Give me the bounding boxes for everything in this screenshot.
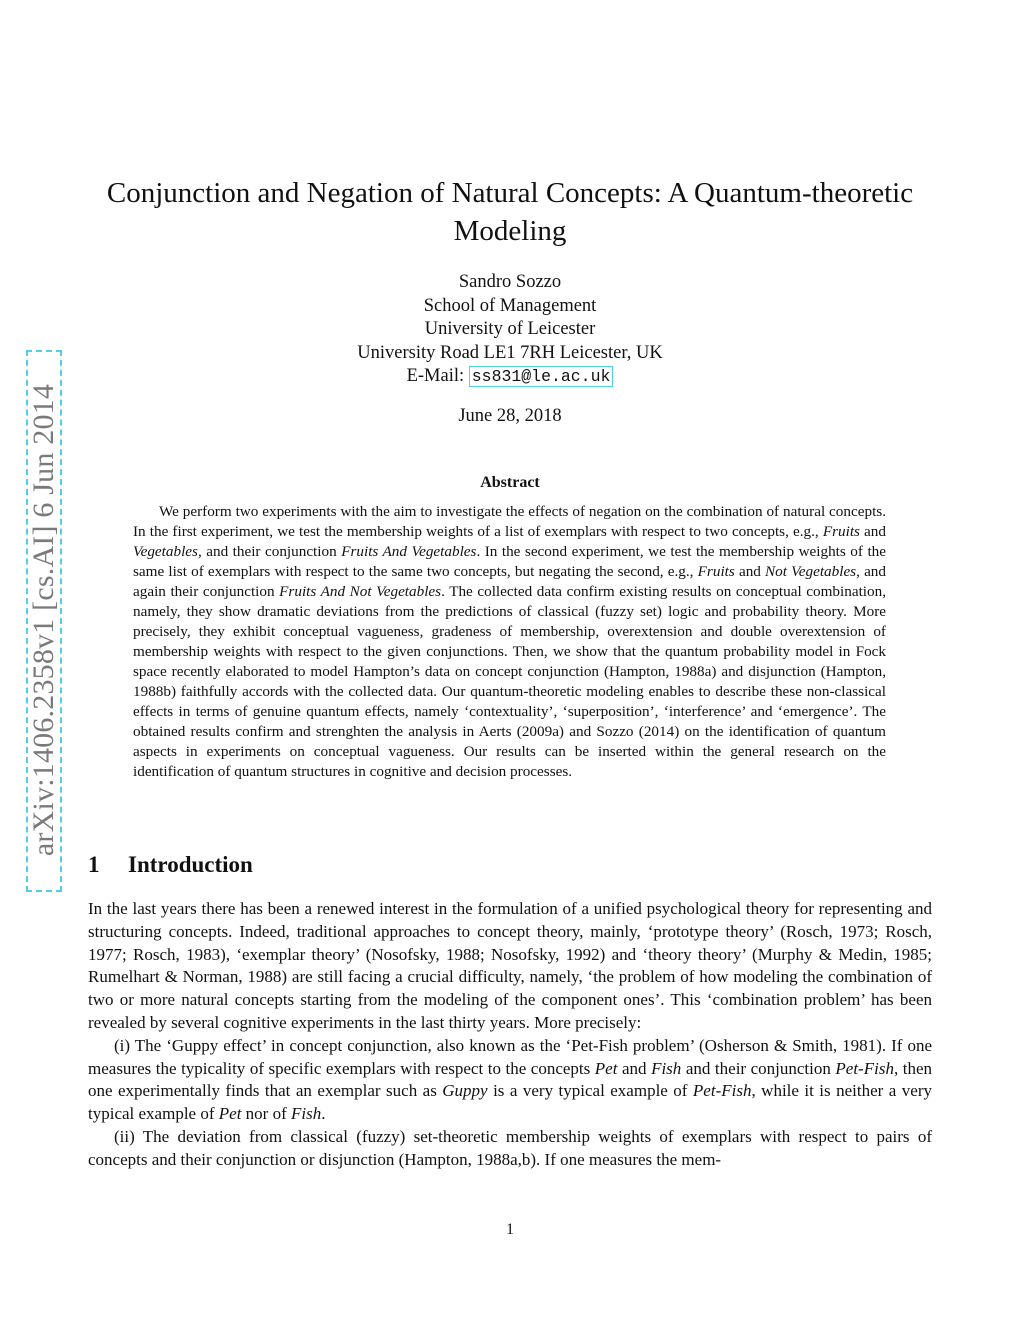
arxiv-stamp-text: arXiv:1406.2358v1 [cs.AI] 6 Jun 2014 [27,383,60,857]
email-label: E-Mail: [406,366,469,386]
paragraph-1: In the last years there has been a renewed interest in the formulation of a unified psychological theory for representing and structuring concepts. Indeed, traditional approaches to concept theory, mainly, ‘prototype theory’ (Rosch, 1973; Rosch, 1977; Rosch, 1983), ‘exemplar theory’ (Nosofsky, 1988; Nosofsky, 1992) and ‘theory theory’ (Murphy & Medin, 1985; Rumelhart & Norman, 1988) are still facing a crucial difficulty, namely, ‘the problem of how modeling the combination of two or more natural concepts starting from the modeling of the component ones’. This ‘combination problem’ has been revealed by several cognitive experiments in the last thirty years. More precisely: [88,899,932,1032]
author-name: Sandro Sozzo [458,272,562,292]
author-email-line [200,365,820,389]
abstract-text: We perform two experiments with the aim to investigate the effects of negation on the combination of natural concepts. In the first experiment, we test the membership weights of a list of exemplars with respect to two concepts, e.g., Fruits and Vegetables, and their conjunction Fruits And Vegetables. In the second experiment, we test the membership weights of the same list of exemplars with respect to the same two concepts, but negating the second, e.g., Fruits and Not Vegetables, and again their conjunction Fruits And Not Vegetables. The collected data confirm existing results on conceptual combination, namely, they show dramatic deviations from the predictions of classical (fuzzy set) logic and probability theory. More precisely, they exhibit conceptual vagueness, gradeness of membership, overextension and double overextension of membership weights with respect to the given conjunctions. Then, we show that the quantum probability model in Fock space recently elaborated to model Hampton’s data on concept conjunction (Hampton, 1988a) and disjunction (Hampton, 1988b) faithfully accords with the collected data. Our quantum-theoretic modeling enables to describe these non-classical effects in terms of genuine quantum effects, namely ‘contextuality’, ‘superposition’, ‘interference’ and ‘emergence’. The obtained results confirm and strenghten the analysis in Aerts (2009a) and Sozzo (2014) on the identification of quantum aspects in experiments on conceptual vagueness. Our results can be inserted within the general research on the identification of quantum structures in cognitive and decision processes. [133,503,886,780]
abstract-heading: Abstract [480,474,540,491]
author-block [200,271,820,389]
page-number: 1 [506,1221,514,1238]
paragraph-2: (i) The ‘Guppy effect’ in concept conjunction, also known as the ‘Pet-Fish problem’ (Osherson & Smith, 1981). If one measures the typicality of specific exemplars with respect to the concepts Pet and Fish and their conjunction Pet-Fish, then one experimentally finds that an exemplar such as Guppy is a very typical example of Pet-Fish, while it is neither a very typical example of Pet nor of Fish. [88,1035,933,1124]
paragraph-3: (ii) The deviation from classical (fuzzy) set-theoretic membership weights of exemplars with respect to pairs of concepts and their conjunction or disjunction (Hampton, 1988a,b). If one measures the mem- [88,1126,932,1169]
author-university: University of Leicester [424,319,596,339]
paper-date: June 28, 2018 [458,406,562,426]
paper-title: Conjunction and Negation of Natural Concepts: A Quantum-theoretic Modeling [106,177,914,247]
introduction-body [88,898,932,1172]
author-department: School of Management [423,295,597,316]
section-number: 1 [88,852,100,877]
section-title: Introduction [128,852,253,877]
author-address: University Road LE1 7RH Leicester, UK [357,342,663,363]
email-link[interactable]: ss831@le.ac.uk [469,366,614,387]
section-heading-introduction [88,852,488,878]
